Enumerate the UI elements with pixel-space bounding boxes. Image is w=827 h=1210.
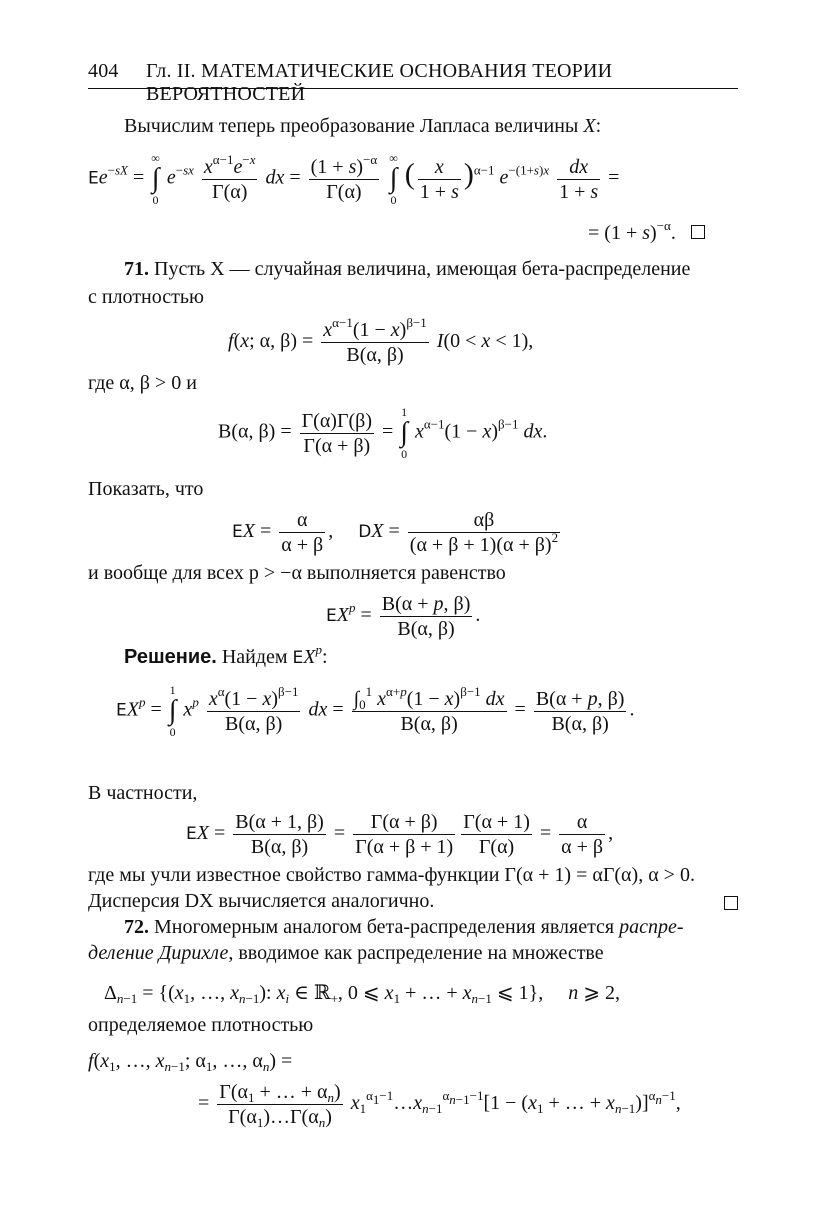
chapter-title: Гл. II. МАТЕМАТИЧЕСКИЕ ОСНОВАНИЯ ТЕОРИИ ВЕРОЯТНОСТЕЙ xyxy=(146,60,613,105)
moments-formula: EX = $\frac{\alpha}{\alpha + \beta}$ , DX = $\frac{\alpha\beta}{(\alpha + \beta + 1)(\alpha + \beta)^2}$ xyxy=(232,509,559,556)
laplace-formula: $Ee^{-sX}$ = ∞ ∫ 0 $e^{-sx}$ $\frac{x^{\alpha-1}e^{-x}}{\Gamma(\alpha)}$ dx = $\frac{(1 + s)^{-\alpha}}{\Gamma(\alpha)}$ ∞ ∫ 0 ( $\frac{x}{1 + s}$ )$^{\alpha-1}$ $e^{-(1+s)x}$ $\frac{dx}{1 + s}$ = xyxy=(88,151,620,207)
solution-formula: $EX^p$ = 1 ∫ 0 $x^p$ $\frac{x^\alpha(1 - x)^{\beta-1}}{B(\alpha, \beta)}$ dx = $\frac{\int_0^1 x^{\alpha+p}(1 - x)^{\beta-1} dx}{B(\alpha, \beta)}$ = $\frac{B(\alpha + p, \beta)}{B(\alpha, \beta)}$ . xyxy=(116,683,635,739)
problem-71-line2: с плотностью xyxy=(88,286,204,308)
defined-by-text: определяемое плотностью xyxy=(88,1014,314,1036)
problem-72-line1: 72. Многомерным аналогом бета-распределения является распре- xyxy=(124,916,684,938)
problem-72-line2: деление Дирихле, вводимое как распределение на множестве xyxy=(88,942,604,964)
beta-density-formula: f(x; α, β) = $\frac{x^{\alpha-1}(1 - x)^{\beta-1}}{B(\alpha, \beta)}$ I(0 < x < 1), xyxy=(228,315,534,366)
beta-function-formula: B(α, β) = $\frac{\Gamma(\alpha)\Gamma(\beta)}{\Gamma(\alpha + \beta)}$ = 1 ∫ 0 $x^{\alpha-1}(1 - x)^{\beta-1}$ dx. xyxy=(218,405,548,461)
mean-derivation-formula: EX = $\frac{B(\alpha + 1, \beta)}{B(\alpha, \beta)}$ = $\frac{\Gamma(\alpha + \beta)}{\Gamma(\alpha + \beta + 1)}$ $\frac{\Gamma(\alpha + 1)}{\Gamma(\alpha)}$ = $\frac{\alpha}{\alpha + \beta}$ , xyxy=(186,811,614,858)
laplace-intro: Вычислим теперь преобразование Лапласа величины X: xyxy=(124,115,602,137)
dirichlet-formula-line1: $f(x_1$, …, $x_{n-1}$; $\alpha_1$, …, $\alpha_n$) = xyxy=(88,1050,293,1074)
in-general-text: и вообще для всех p > −α выполняется равенство xyxy=(88,562,506,584)
problem-71-line1: 71. Пусть X — случайная величина, имеющая бета-распределение xyxy=(124,258,691,280)
dirichlet-formula-line2: = $\frac{\Gamma(\alpha_1 + \dots + \alpha_n)}{\Gamma(\alpha_1)\dots\Gamma(\alpha_n)}$ $x_1^{\alpha_1-1}\dots x_{n-1}^{\alpha_{n-1}-1}[1 - (x_1$ + … + $x_{n-1})]^{\alpha_n-1}$, xyxy=(198,1081,681,1130)
gamma-note: где мы учли известное свойство гамма-функции Γ(α + 1) = αΓ(α), α > 0. xyxy=(88,864,695,886)
p-moment-formula: $EX^p$ = $\frac{B(\alpha + p, \beta)}{B(\alpha, \beta)}$ . xyxy=(326,593,481,640)
laplace-result: = $(1 + s)^{-\alpha}$. xyxy=(588,222,705,245)
running-header xyxy=(88,60,738,105)
show-that-text: Показать, что xyxy=(88,478,204,500)
simplex-formula: $\Delta_{n-1} = \{(x_1$, …, $x_{n-1}$): $x_i$ ∈ ℝ$_+$, 0 ⩽ $x_1$ + … + $x_{n-1}$ ⩽ 1}, n ⩾ 2, xyxy=(104,982,620,1006)
in-particular-text: В частности, xyxy=(88,782,198,804)
qed-box xyxy=(691,225,705,239)
qed-box xyxy=(724,896,738,910)
dispersion-note: Дисперсия DX вычисляется аналогично. xyxy=(88,890,738,913)
solution-line: Решение. Найдем $EX^p$: xyxy=(124,642,328,668)
page-number: 404 xyxy=(88,60,119,82)
where-text: где α, β > 0 и xyxy=(88,372,197,394)
